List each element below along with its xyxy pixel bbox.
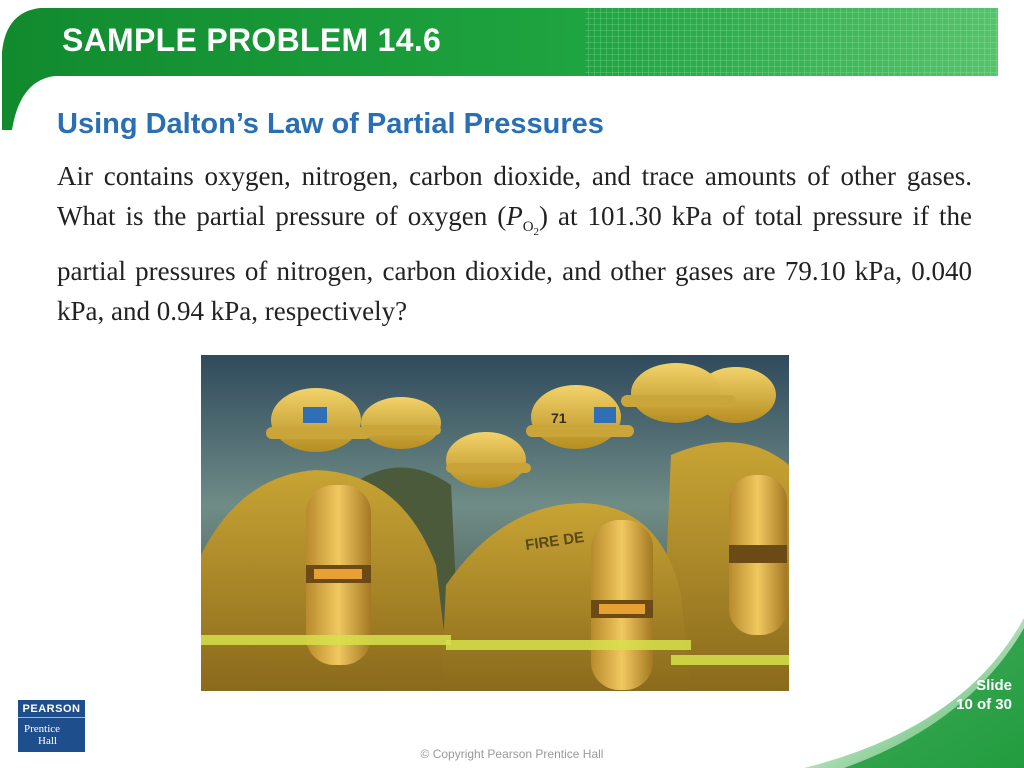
logo-pearson-text: PEARSON <box>18 700 85 718</box>
jacket-label: FIRE DE <box>524 528 586 554</box>
problem-text-part1: Air contains oxygen, nitrogen, carbon dioxide, and trace amounts of other gases. What is the partial pressure of oxygen ( <box>57 161 972 231</box>
logo-imprint <box>18 718 85 747</box>
problem-heading: Using Dalton’s Law of Partial Pressures <box>57 108 604 140</box>
slide-title: SAMPLE PROBLEM 14.6 <box>62 22 442 58</box>
pearson-logo <box>18 700 85 752</box>
problem-text <box>57 157 972 331</box>
symbol-subscript-text: O <box>522 218 534 235</box>
symbol-subscript <box>522 218 540 238</box>
firefighters-photo <box>201 355 789 691</box>
helmet-number: 71 <box>551 410 567 426</box>
partial-pressure-symbol: P <box>506 200 523 231</box>
slide-label: Slide <box>976 677 1012 694</box>
slide-counter <box>956 676 1012 714</box>
logo-hall-text: Hall <box>38 735 57 747</box>
problem-text-part2: ) at 101.30 kPa of total pressure if the partial pressures of nitrogen, carbon dioxide, and other gases are 79.10 kPa, 0.040 kPa, and 0.94 kPa, respectively? <box>57 200 973 326</box>
copyright-notice: © Copyright Pearson Prentice Hall <box>420 747 604 761</box>
logo-prentice-text: Prentice <box>24 723 61 735</box>
symbol-subsubscript: 2 <box>533 225 540 238</box>
slide-position: 10 of 30 <box>956 696 1012 713</box>
